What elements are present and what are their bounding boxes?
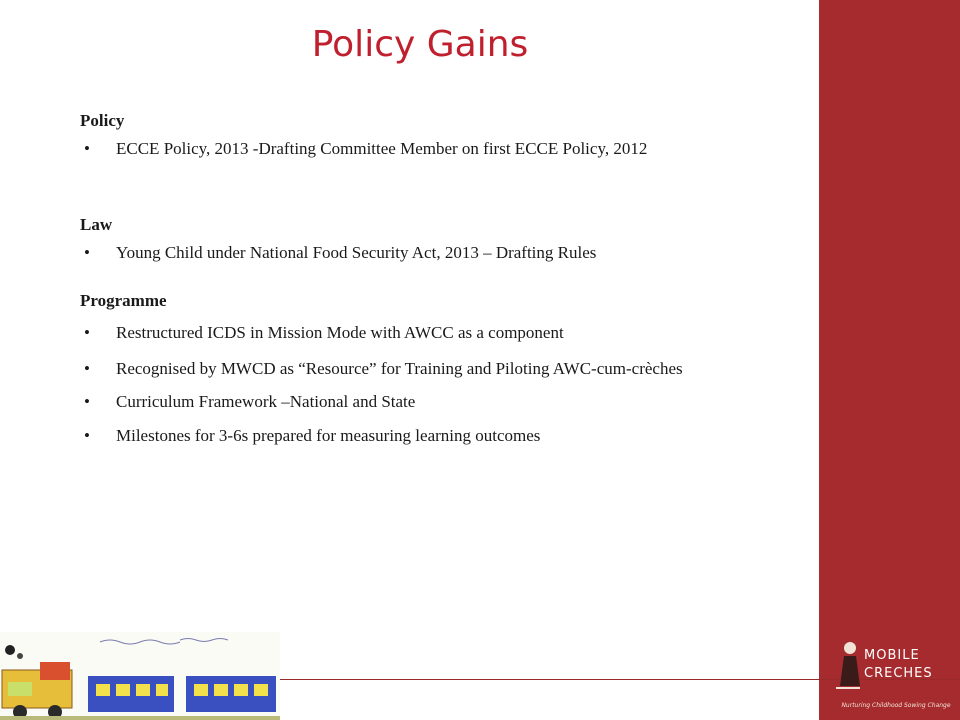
bullet-icon: • [84, 392, 90, 411]
logo-line1: MOBILE [864, 648, 920, 663]
figure-logo-icon [834, 638, 862, 698]
mobile-creches-logo [834, 638, 954, 714]
bullet-icon: • [84, 426, 90, 445]
bullet-icon: • [84, 139, 90, 158]
child-train-drawing [0, 632, 280, 720]
bullet-icon: • [84, 243, 90, 262]
bullet-text: ECCE Policy, 2013 -Drafting Committee Member on first ECCE Policy, 2012 [116, 139, 648, 158]
slide-title: Policy Gains [311, 24, 529, 65]
logo-line2: CRECHES [864, 666, 933, 681]
section-heading-policy: Policy [80, 111, 125, 130]
bullet-text: Restructured ICDS in Mission Mode with AWCC as a component [116, 323, 564, 342]
bullet-text: Curriculum Framework –National and State [116, 392, 416, 411]
bullet-item [80, 242, 596, 264]
sidebar-band [819, 0, 960, 720]
train-drawing-icon [0, 632, 280, 720]
section-heading-law: Law [80, 215, 113, 234]
section-heading-programme: Programme [80, 291, 167, 310]
section-policy [80, 110, 756, 160]
logo-tagline: Nurturing Childhood Sowing Change [841, 702, 951, 709]
bullet-item [80, 138, 756, 160]
bullet-item [80, 356, 781, 381]
bullet-item [80, 322, 781, 344]
bullet-icon: • [84, 359, 90, 378]
bullet-text: Young Child under National Food Security Act, 2013 – Drafting Rules [116, 243, 597, 262]
section-programme [80, 290, 781, 447]
bullet-text: Milestones for 3-6s prepared for measuring learning outcomes [116, 426, 541, 445]
bullet-text: Recognised by MWCD as “Resource” for Training and Piloting AWC-cum-crèches [116, 359, 683, 378]
section-law [80, 214, 596, 264]
bullet-item [80, 425, 781, 447]
bullet-item [80, 391, 781, 413]
bullet-icon: • [84, 323, 90, 342]
